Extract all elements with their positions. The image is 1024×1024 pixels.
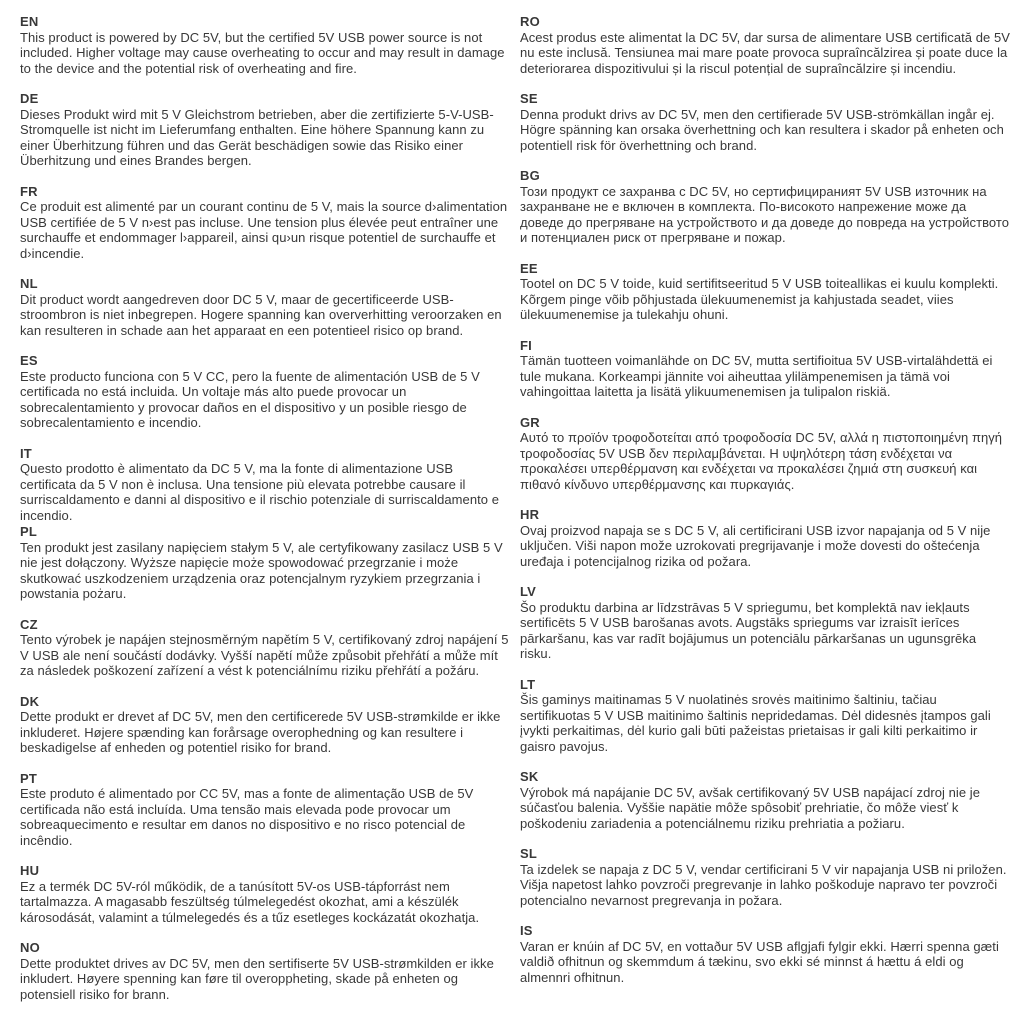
language-code: DK <box>20 693 40 709</box>
language-section-pt <box>20 771 510 849</box>
warning-text: Šis gaminys maitinamas 5 V nuolatinės srovės maitinimo šaltiniu, tačiau sertifikuotas 5 V USB maitinimo šaltinis nepridedamas. Dėl didesnės įtampos gali įvykti perkaitimas, dėl kurio gali būti pažeistas prietaisas ir gali kilti perkaitimo ir gaisro pavojus. <box>520 692 991 754</box>
language-section-sk <box>520 769 1010 831</box>
column-left <box>20 14 510 1024</box>
language-section-is <box>520 923 1010 985</box>
warning-text: Tämän tuotteen voimanlähde on DC 5V, mutta sertifioitua 5V USB-virtalähdettä ei tule mukana. Korkeampi jännite voi aiheuttaa ylilämpenemisen ja tämä voi vahingoittaa laitetta ja lisätä ylikuumenemisen ja tulipalon riskiä. <box>520 353 993 399</box>
language-code: LT <box>520 676 536 692</box>
warning-text: Dette produkt er drevet af DC 5V, men den certificerede 5V USB-strømkilde er ikke inkluderet. Højere spænding kan forårsage overophedning og kan resultere i beskadigelse af enheden og potentiel risiko for brand. <box>20 709 501 755</box>
language-section-cz <box>20 617 510 679</box>
language-code: SL <box>520 846 538 861</box>
language-section-it <box>20 446 510 524</box>
warning-text: Ta izdelek se napaja z DC 5 V, vendar certificirani 5 V vir napajanja USB ni priložen. Višja napetost lahko povzroči pregrevanje in lahko poškoduje napravo ter povzroči potencialno nevarnost pregrevanja in požara. <box>520 861 1007 908</box>
warning-text: Výrobok má napájanie DC 5V, avšak certifikovaný 5V USB napájací zdroj nie je súčasťou balenia. Vyššie napätie môže spôsobiť prehriatie, čo môže viesť k poškodeniu zariadenia a potenciálnemu riziku prehriatia a požiaru. <box>520 784 981 831</box>
language-code: CZ <box>20 616 38 632</box>
language-section-de <box>20 91 510 169</box>
language-section-no <box>20 940 510 1002</box>
language-section-sl <box>520 846 1010 908</box>
column-right <box>520 14 1010 1024</box>
warning-text: Este producto funciona con 5 V CC, pero la fuente de alimentación USB de 5 V certificada no está incluida. Un voltaje más alto puede provocar un sobrecalentamiento y provocar daños en el dispositivo y un posible riesgo de sobrecalentamiento e incendio. <box>20 368 480 430</box>
language-code: ES <box>20 353 38 368</box>
language-section-en <box>20 14 510 76</box>
language-code: GR <box>520 414 540 430</box>
language-section-gr <box>520 415 1010 493</box>
language-section-hu <box>20 863 510 925</box>
language-section-fr <box>20 184 510 262</box>
warning-text: Ovaj proizvod napaja se s DC 5 V, ali certificirani USB izvor napajanja od 5 V nije uključen. Viši napon može uzrokovati pregrijavanje i može dovesti do oštećenja uređaja i potencijalnog rizika od požara. <box>520 522 991 569</box>
warning-text: Dit product wordt aangedreven door DC 5 V, maar de gecertificeerde USB-stroombron is niet inbegrepen. Hogere spanning kan oververhitting veroorzaken en kan resulteren in schade aan het apparaat en een potentieel risico op brand. <box>20 291 502 338</box>
language-code: LV <box>520 584 537 599</box>
language-code: EN <box>20 14 39 29</box>
warning-text: Αυτό το προϊόν τροφοδοτείται από τροφοδοσία DC 5V, αλλά η πιστοποιημένη πηγή τροφοδοσίας 5V USB δεν περιλαμβάνεται. Η υψηλότερη τάση ενδέχεται να προκαλέσει υπερθέρμανση και ενδέχεται να προκαλέσει ζημιά στη συσκευή και πιθανό κίνδυνο υπερθέρμανσης και πυρκαγιάς. <box>520 430 1003 492</box>
warning-text: Dette produktet drives av DC 5V, men den sertifiserte 5V USB-strømkilden er ikke inkludert. Høyere spenning kan føre til overoppheting, skade på enheten og potensiell risiko for brann. <box>20 955 494 1002</box>
language-code: RO <box>520 14 540 29</box>
language-code: BG <box>520 168 540 183</box>
language-code: IS <box>520 923 533 938</box>
language-code: FI <box>520 337 532 353</box>
language-section-se <box>520 91 1010 153</box>
warning-text: Този продукт се захранва с DC 5V, но сертифицираният 5V USB източник на захранване не е включен в комплекта. По-високото напрежение може да доведе до прегряване на устройството и да доведе до повреда на устройството и потенциален риск от прегряване и пожар. <box>520 183 1010 245</box>
language-code: HR <box>520 507 540 522</box>
warning-text: This product is powered by DC 5V, but the certified 5V USB power source is not included. Higher voltage may cause overheating to occur and may result in damage to the device and the potential risk of overheating and fire. <box>20 29 505 76</box>
language-section-bg <box>520 168 1010 246</box>
language-section-lt <box>520 677 1010 755</box>
language-section-fi <box>520 338 1010 400</box>
warning-text: Tootel on DC 5 V toide, kuid sertifitseeritud 5 V USB toiteallikas ei kuulu komplekti. Kõrgem pinge võib põhjustada ülekuumenemist ja kahjustada seadet, viies ülekuumenemise ja tulekahju ohuni. <box>520 276 999 322</box>
warning-text: Este produto é alimentado por CC 5V, mas a fonte de alimentação USB de 5V certificada não está incluída. Uma tensão mais elevada pode provocar um sobreaquecimento e resultar em danos no dispositivo e no risco potencial de incêndio. <box>20 786 474 848</box>
language-code: SE <box>520 91 538 106</box>
language-section-ee <box>520 261 1010 323</box>
language-section-pl <box>20 524 510 602</box>
warning-text: Varan er knúin af DC 5V, en vottaður 5V USB aflgjafi fylgir ekki. Hærri spenna gæti valdið ofhitnun og skemmdum á tækinu, svo ekki sé minnst á hættu á eldi og almennri ofhitnun. <box>520 938 999 985</box>
language-code: EE <box>520 260 538 276</box>
warning-text: Ten produkt jest zasilany napięciem stałym 5 V, ale certyfikowany zasilacz USB 5 V nie jest dołączony. Wyższe napięcie może spowodować przegrzanie i może skutkować uszkodzeniem urządzenia oraz potencjalnym ryzykiem przegrzania i powstania pożaru. <box>20 539 503 601</box>
warning-text: Questo prodotto è alimentato da DC 5 V, ma la fonte di alimentazione USB certificata da 5 V non è inclusa. Una tensione più elevata potrebbe causare il surriscaldamento e danni al dispositivo e il rischio potenziale di surriscaldamento e incendio. <box>20 461 499 523</box>
language-code: HU <box>20 863 40 878</box>
language-code: FR <box>20 183 38 199</box>
warning-text: Dieses Produkt wird mit 5 V Gleichstrom betrieben, aber die zertifizierte 5-V-USB-Stromquelle ist nicht im Lieferumfang enthalten. Eine höhere Spannung kann zu einer Überhitzung führen und das Gerät beschädigen sowie das Risiko einer Überhitzung und eines Brandes bergen. <box>20 106 494 168</box>
language-code: NL <box>20 276 38 291</box>
language-section-nl <box>20 276 510 338</box>
language-section-es <box>20 353 510 431</box>
language-code: IT <box>20 445 32 461</box>
language-section-lv <box>520 584 1010 662</box>
warning-text: Šo produktu darbina ar līdzstrāvas 5 V spriegumu, bet komplektā nav iekļauts sertificēts 5 V USB barošanas avots. Augstāks spriegums var izraisīt ierīces pārkaršanu, kas var radīt bojājumus un potenciālu pārkaršanas un ugunsgrēka risku. <box>520 599 977 661</box>
language-code: SK <box>520 769 539 784</box>
warning-text: Denna produkt drivs av DC 5V, men den certifierade 5V USB-strömkällan ingår ej. Högre spänning kan orsaka överhettning och kan resultera i skador på enheten och potentiell risk för överhettning och brand. <box>520 106 1004 153</box>
language-section-ro <box>520 14 1010 76</box>
warning-text: Ce produit est alimenté par un courant continu de 5 V, mais la source d›alimentation USB certifiée de 5 V n›est pas incluse. Une tension plus élevée peut entraîner une surchauffe et endommager l›appareil, ainsi qu›un risque potentiel de surchauffe et d›incendie. <box>20 199 508 261</box>
language-code: PL <box>20 524 38 539</box>
warning-text: Tento výrobek je napájen stejnosměrným napětím 5 V, certifikovaný zdroj napájení 5 V USB ale není součástí dodávky. Vyšší napětí může způsobit přehřátí a může mít za následek poškození zařízení a vést k potenciálnímu riziku přehřátí a požáru. <box>20 632 509 678</box>
warning-text: Acest produs este alimentat la DC 5V, dar sursa de alimentare USB certificată de 5V nu este inclusă. Tensiunea mai mare poate provoca supraîncălzirea și poate duce la deteriorarea dispozitivului și la riscul potențial de supraîncălzire și incendiu. <box>520 29 1010 76</box>
language-code: PT <box>20 770 38 786</box>
language-code: DE <box>20 91 39 106</box>
language-section-dk <box>20 694 510 756</box>
language-section-hr <box>520 507 1010 569</box>
warning-text: Ez a termék DC 5V-ról működik, de a tanúsított 5V-os USB-tápforrást nem tartalmazza. A magasabb feszültség túlmelegedést okozhat, ami a készülék károsodását, valamint a túlmelegedés és a tűz esetleges kockázatát okozhatja. <box>20 878 480 925</box>
language-code: NO <box>20 940 40 955</box>
